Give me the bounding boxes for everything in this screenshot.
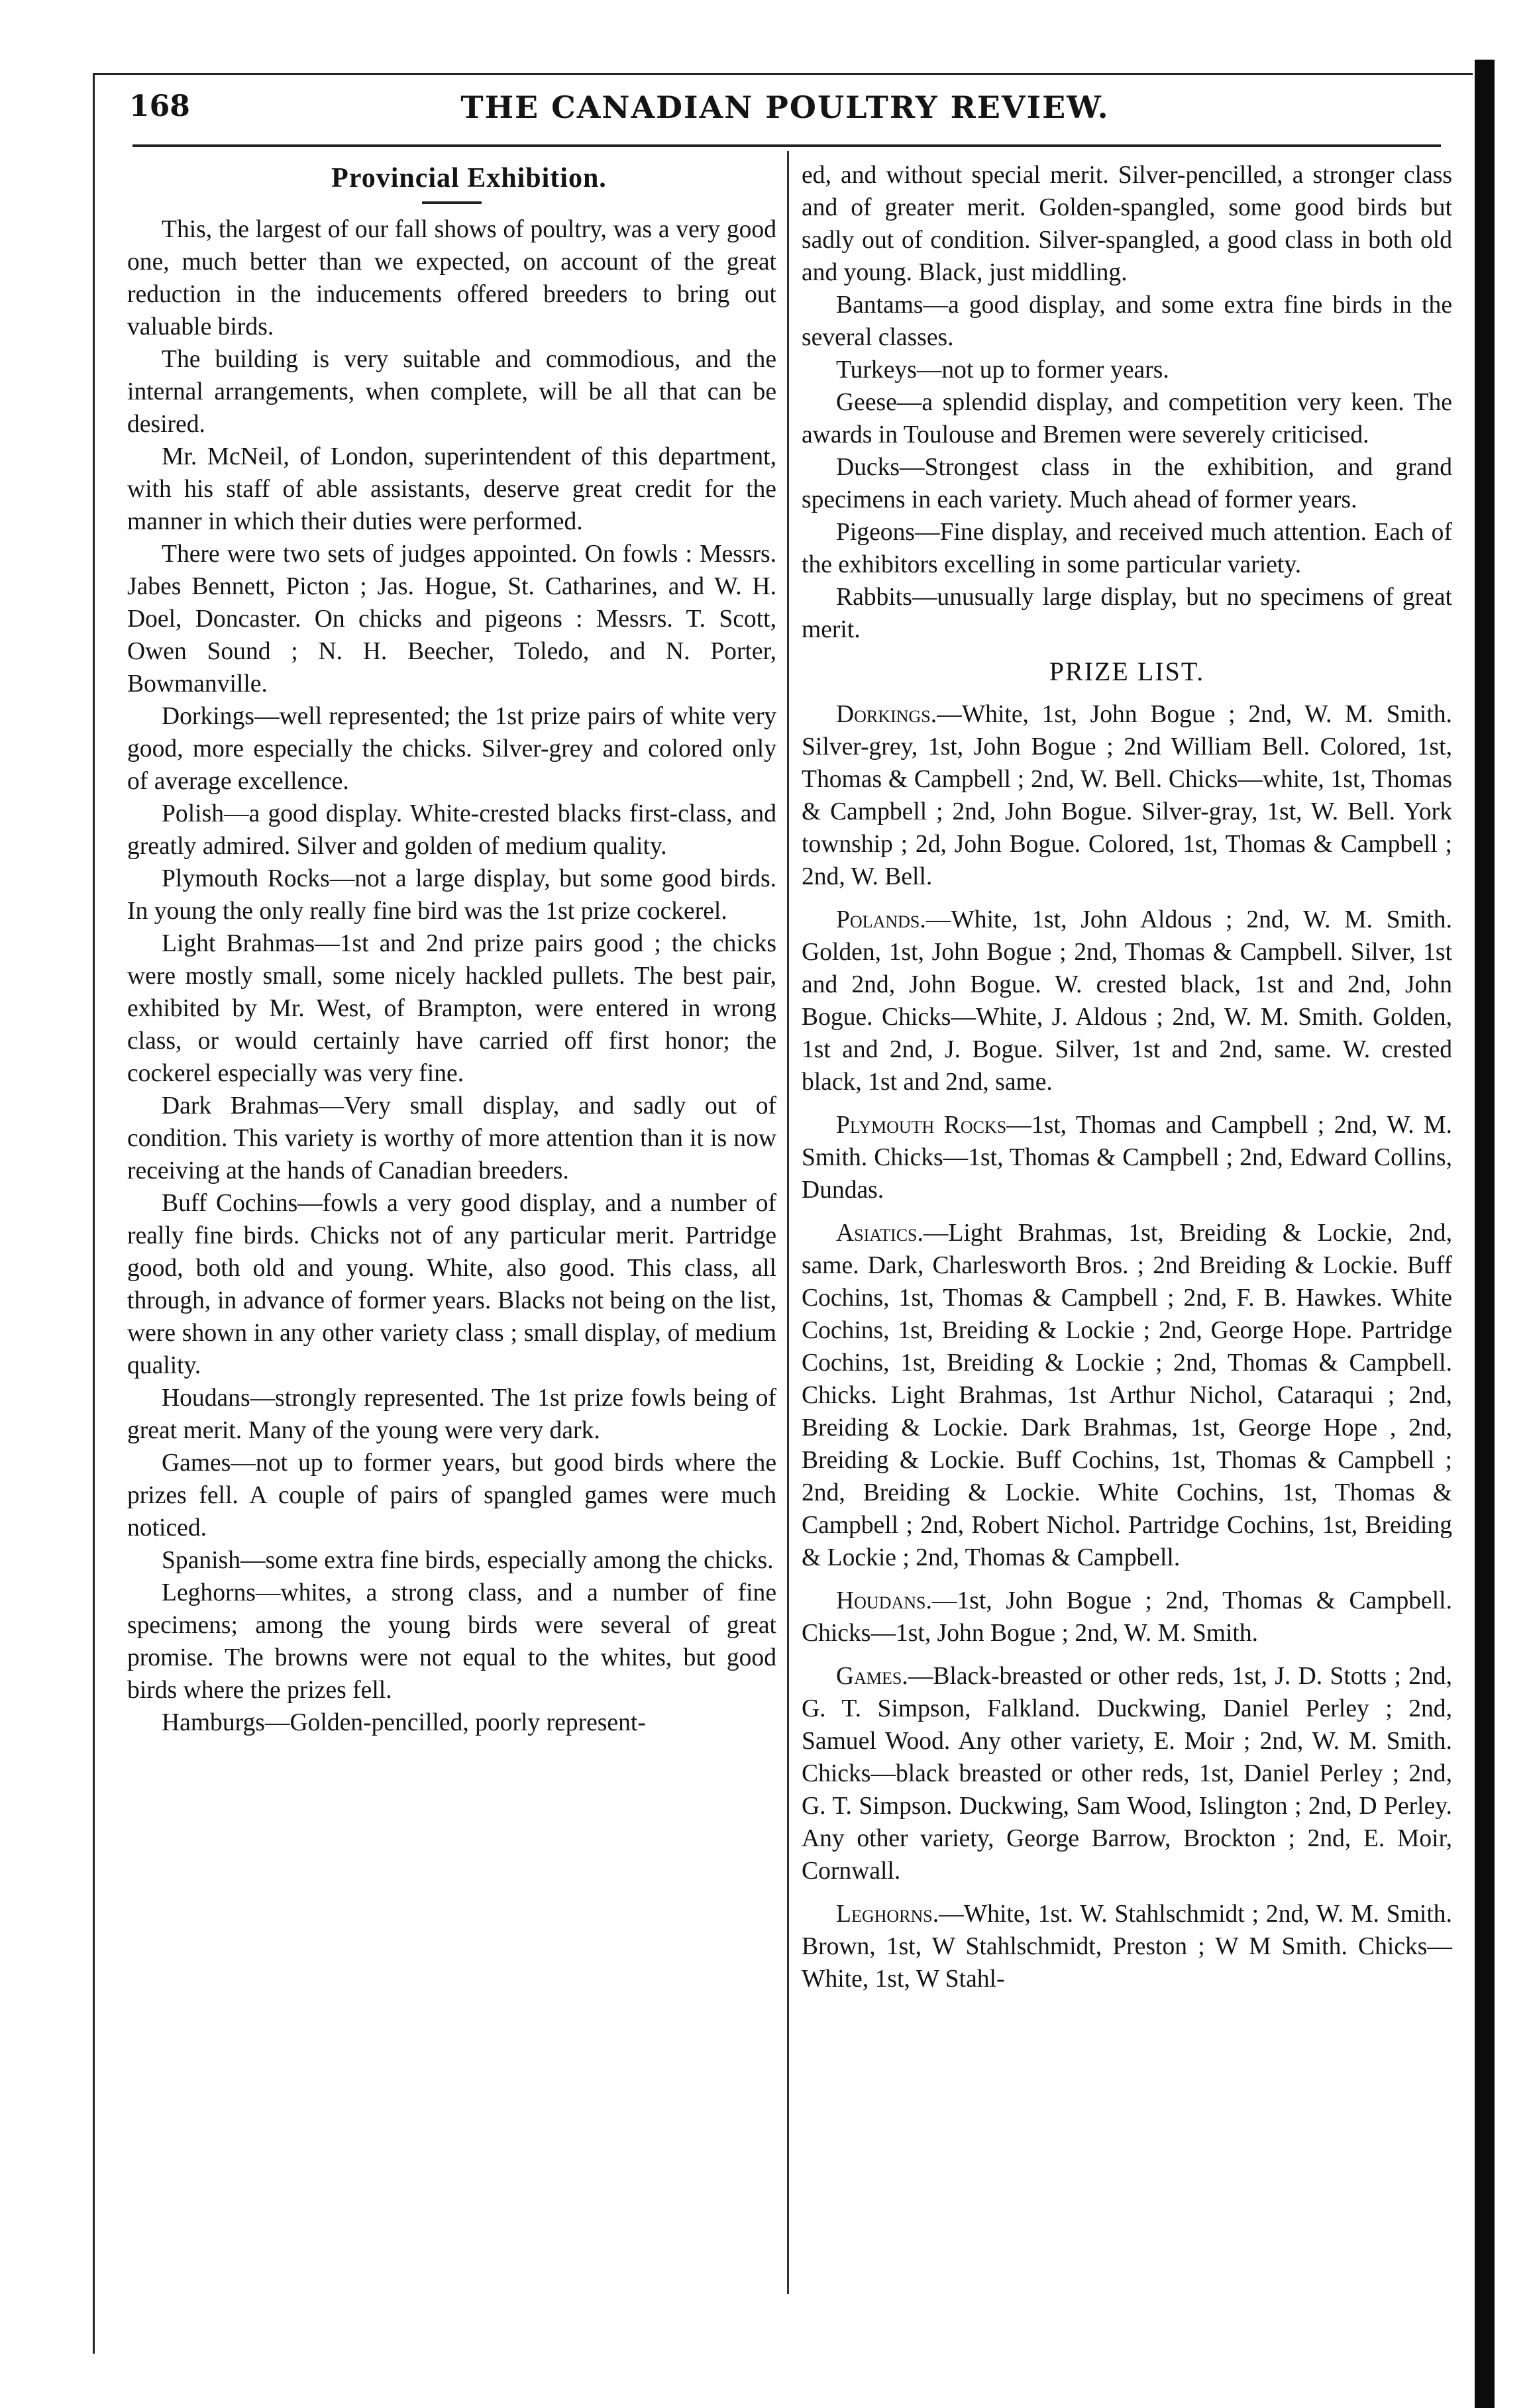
- prize-awards: —Light Brahmas, 1st, Breiding & Lockie, 2nd, same. Dark, Charlesworth Bros. ; 2nd Breiding & Lockie. Buff Cochins, 1st, Thomas & Campbell ; 2nd, F. B. Hawkes. White Cochins, 1st, Breiding & Lockie ; 2nd, George Hope. Partridge Cochins, 1st, Breiding & Lockie ; 2nd, Thomas & Campbell. Chicks. Light Brahmas, 1st Arthur Nichol, Cataraqui ; 2nd, Breiding & Lockie. Dark Brahmas, 1st, George Hope , 2nd, Breiding & Lockie. Buff Cochins, 1st, Thomas & Campbell ; 2nd, Breiding & Lockie. White Cochins, 1st, Thomas & Campbell ; 2nd, Robert Nichol. Partridge Cochins, 1st, Breiding & Lockie ; 2nd, Thomas & Campbell.: [802, 1220, 1452, 1571]
- left-paragraph: Leghorns—whites, a strong class, and a number of fine specimens; among the young birds were several of great promise. The browns were not equal to the whites, but good birds where the prizes fell.: [127, 1579, 776, 1704]
- right-paragraph: Turkeys—not up to former years.: [836, 356, 1169, 384]
- right-paragraph: Geese—a splendid display, and competition very keen. The awards in Toulouse and Bremen were severely criticised.: [802, 389, 1452, 448]
- prize-list-title: PRIZE LIST.: [1049, 656, 1205, 686]
- scan-edge-bar: [1475, 60, 1495, 2408]
- page-number: 168: [129, 89, 190, 123]
- page-header: [129, 89, 1441, 136]
- left-paragraph: Spanish—some extra fine birds, especially among the chicks.: [162, 1547, 774, 1574]
- article-body-right: [802, 289, 1452, 646]
- prize-awards: —White, 1st, John Aldous ; 2nd, W. M. Smith. Golden, 1st, John Bogue ; 2nd, Thomas & Campbell. Silver, 1st and 2nd, John Bogue. W. crested black, 1st and 2nd, John Bogue. Chicks—White, J. Aldous ; 2nd, W. M. Smith. Golden, 1st and 2nd, J. Bogue. Silver, 1st and 2nd, same. W. crested black, 1st and 2nd, same.: [802, 906, 1452, 1096]
- prize-class-name: Polands.: [836, 906, 926, 933]
- left-paragraph: Dark Brahmas—Very small display, and sadly out of condition. This variety is worthy of more attention than it is now receiving at the hands of Canadian breeders.: [127, 1092, 776, 1184]
- right-paragraph: Bantams—a good display, and some extra fine birds in the several classes.: [802, 291, 1452, 351]
- left-paragraph: There were two sets of judges appointed. On fowls : Messrs. Jabes Bennett, Picton ; Jas. Hogue, St. Catharines, and W. H. Doel, Doncaster. On chicks and pigeons : Messrs. T. Scott, Owen Sound ; N. H. Beecher, Toledo, and N. Porter, Bowmanville.: [127, 541, 776, 698]
- header-rule: [132, 144, 1441, 147]
- left-paragraph: Houdans—strongly represented. The 1st prize fowls being of great merit. Many of the young were very dark.: [127, 1385, 776, 1444]
- prize-class-name: Asiatics.: [836, 1220, 923, 1247]
- prize-awards: —1st, Thomas and Campbell ; 2nd, W. M. Smith. Chicks—1st, Thomas & Campbell ; 2nd, Edward Collins, Dundas.: [802, 1112, 1452, 1204]
- left-column: [127, 159, 776, 1739]
- prize-list: [802, 698, 1452, 1995]
- right-paragraph: Pigeons—Fine display, and received much attention. Each of the exhibitors excelling in some particular variety.: [802, 519, 1452, 578]
- prize-entry: [802, 1217, 1452, 1574]
- article-title: Provincial Exhibition.: [331, 163, 607, 193]
- running-title: THE CANADIAN POULTRY REVIEW.: [460, 89, 1110, 125]
- prize-class-name: Leghorns.: [836, 1901, 939, 1928]
- prize-class-name: Dorkings.: [836, 701, 937, 728]
- left-paragraph: Polish—a good display. White-crested blacks first-class, and greatly admired. Silver and golden of medium quality.: [127, 800, 776, 860]
- left-paragraph: Light Brahmas—1st and 2nd prize pairs good ; the chicks were mostly small, some nicely hackled pullets. The best pair, exhibited by Mr. West, of Brampton, were entered in wrong class, or would certainly have carried off first honor; the cockerel especially was very fine.: [127, 930, 776, 1087]
- left-paragraph: This, the largest of our fall shows of poultry, was a very good one, much better than we expected, on account of the great reduction in the inducements offered breeders to bring out valuable birds.: [127, 216, 776, 340]
- prize-awards: —White, 1st. W. Stahlschmidt ; 2nd, W. M. Smith. Brown, 1st, W Stahlschmidt, Preston ; W M Smith. Chicks—White, 1st, W Stahl-: [802, 1901, 1452, 1993]
- right-paragraph: Rabbits—unusually large display, but no specimens of great merit.: [802, 584, 1452, 643]
- right-paragraph: Ducks—Strongest class in the exhibition, and grand specimens in each variety. Much ahead of former years.: [802, 454, 1452, 513]
- prize-entry: [802, 1109, 1452, 1206]
- left-paragraph: The building is very suitable and commodious, and the internal arrangements, when complete, will be all that can be desired.: [127, 346, 776, 438]
- prize-entry: [802, 698, 1452, 893]
- prize-entry: [802, 1898, 1452, 1995]
- prize-entry: [802, 1585, 1452, 1649]
- left-paragraph: Games—not up to former years, but good birds where the prizes fell. A couple of pairs of spangled games were much noticed.: [127, 1449, 776, 1542]
- left-paragraph: Buff Cochins—fowls a very good display, and a number of really fine birds. Chicks not of any particular merit. Partridge good, both old and young. White, also good. This class, all through, in advance of former years. Blacks not being on the list, were shown in any other variety class ; small display, of medium quality.: [127, 1190, 776, 1379]
- prize-entry: [802, 1660, 1452, 1887]
- column-divider: [787, 151, 789, 2294]
- left-paragraph: Plymouth Rocks—not a large display, but some good birds. In young the only really fine bird was the 1st prize cockerel.: [127, 865, 776, 925]
- left-paragraph: Dorkings—well represented; the 1st prize pairs of white very good, more especially the chicks. Silver-grey and colored only of average excellence.: [127, 703, 776, 795]
- article-continuation: ed, and without special merit. Silver-pencilled, a stronger class and of greater merit. Golden-spangled, some good birds but sadly out of condition. Silver-spangled, a good class in both old and young. Black, just middling.: [802, 162, 1452, 286]
- prize-class-name: Games.: [836, 1663, 908, 1690]
- prize-class-name: Houdans.: [836, 1587, 932, 1614]
- title-rule: [422, 201, 482, 204]
- prize-awards: —Black-breasted or other reds, 1st, J. D. Stotts ; 2nd, G. T. Simpson, Falkland. Duckwing, Daniel Perley ; 2nd, Samuel Wood. Any other variety, E. Moir ; 2nd, W. M. Smith. Chicks—black breasted or other reds, 1st, Daniel Perley ; 2nd, G. T. Simpson. Duckwing, Sam Wood, Islington ; 2nd, D Perley. Any other variety, George Barrow, Brockton ; 2nd, E. Moir, Cornwall.: [802, 1663, 1452, 1885]
- right-column: [802, 159, 1452, 1995]
- article-body-left: [127, 213, 776, 1739]
- prize-class-name: Plymouth Rocks: [836, 1112, 1007, 1139]
- prize-entry: [802, 904, 1452, 1098]
- prize-awards: —1st, John Bogue ; 2nd, Thomas & Campbell. Chicks—1st, John Bogue ; 2nd, W. M. Smith.: [802, 1587, 1452, 1647]
- left-paragraph: Mr. McNeil, of London, superintendent of this department, with his staff of able assistants, deserve great credit for the manner in which their duties were performed.: [127, 443, 776, 535]
- prize-awards: —White, 1st, John Bogue ; 2nd, W. M. Smith. Silver-grey, 1st, John Bogue ; 2nd William Bell. Colored, 1st, Thomas & Campbell ; 2nd, W. Bell. Chicks—white, 1st, Thomas & Campbell ; 2nd, John Bogue. Silver-gray, 1st, W. Bell. York township ; 2d, John Bogue. Colored, 1st, Thomas & Campbell ; 2nd, W. Bell.: [802, 701, 1452, 890]
- left-paragraph: Hamburgs—Golden-pencilled, poorly represent-: [162, 1709, 646, 1736]
